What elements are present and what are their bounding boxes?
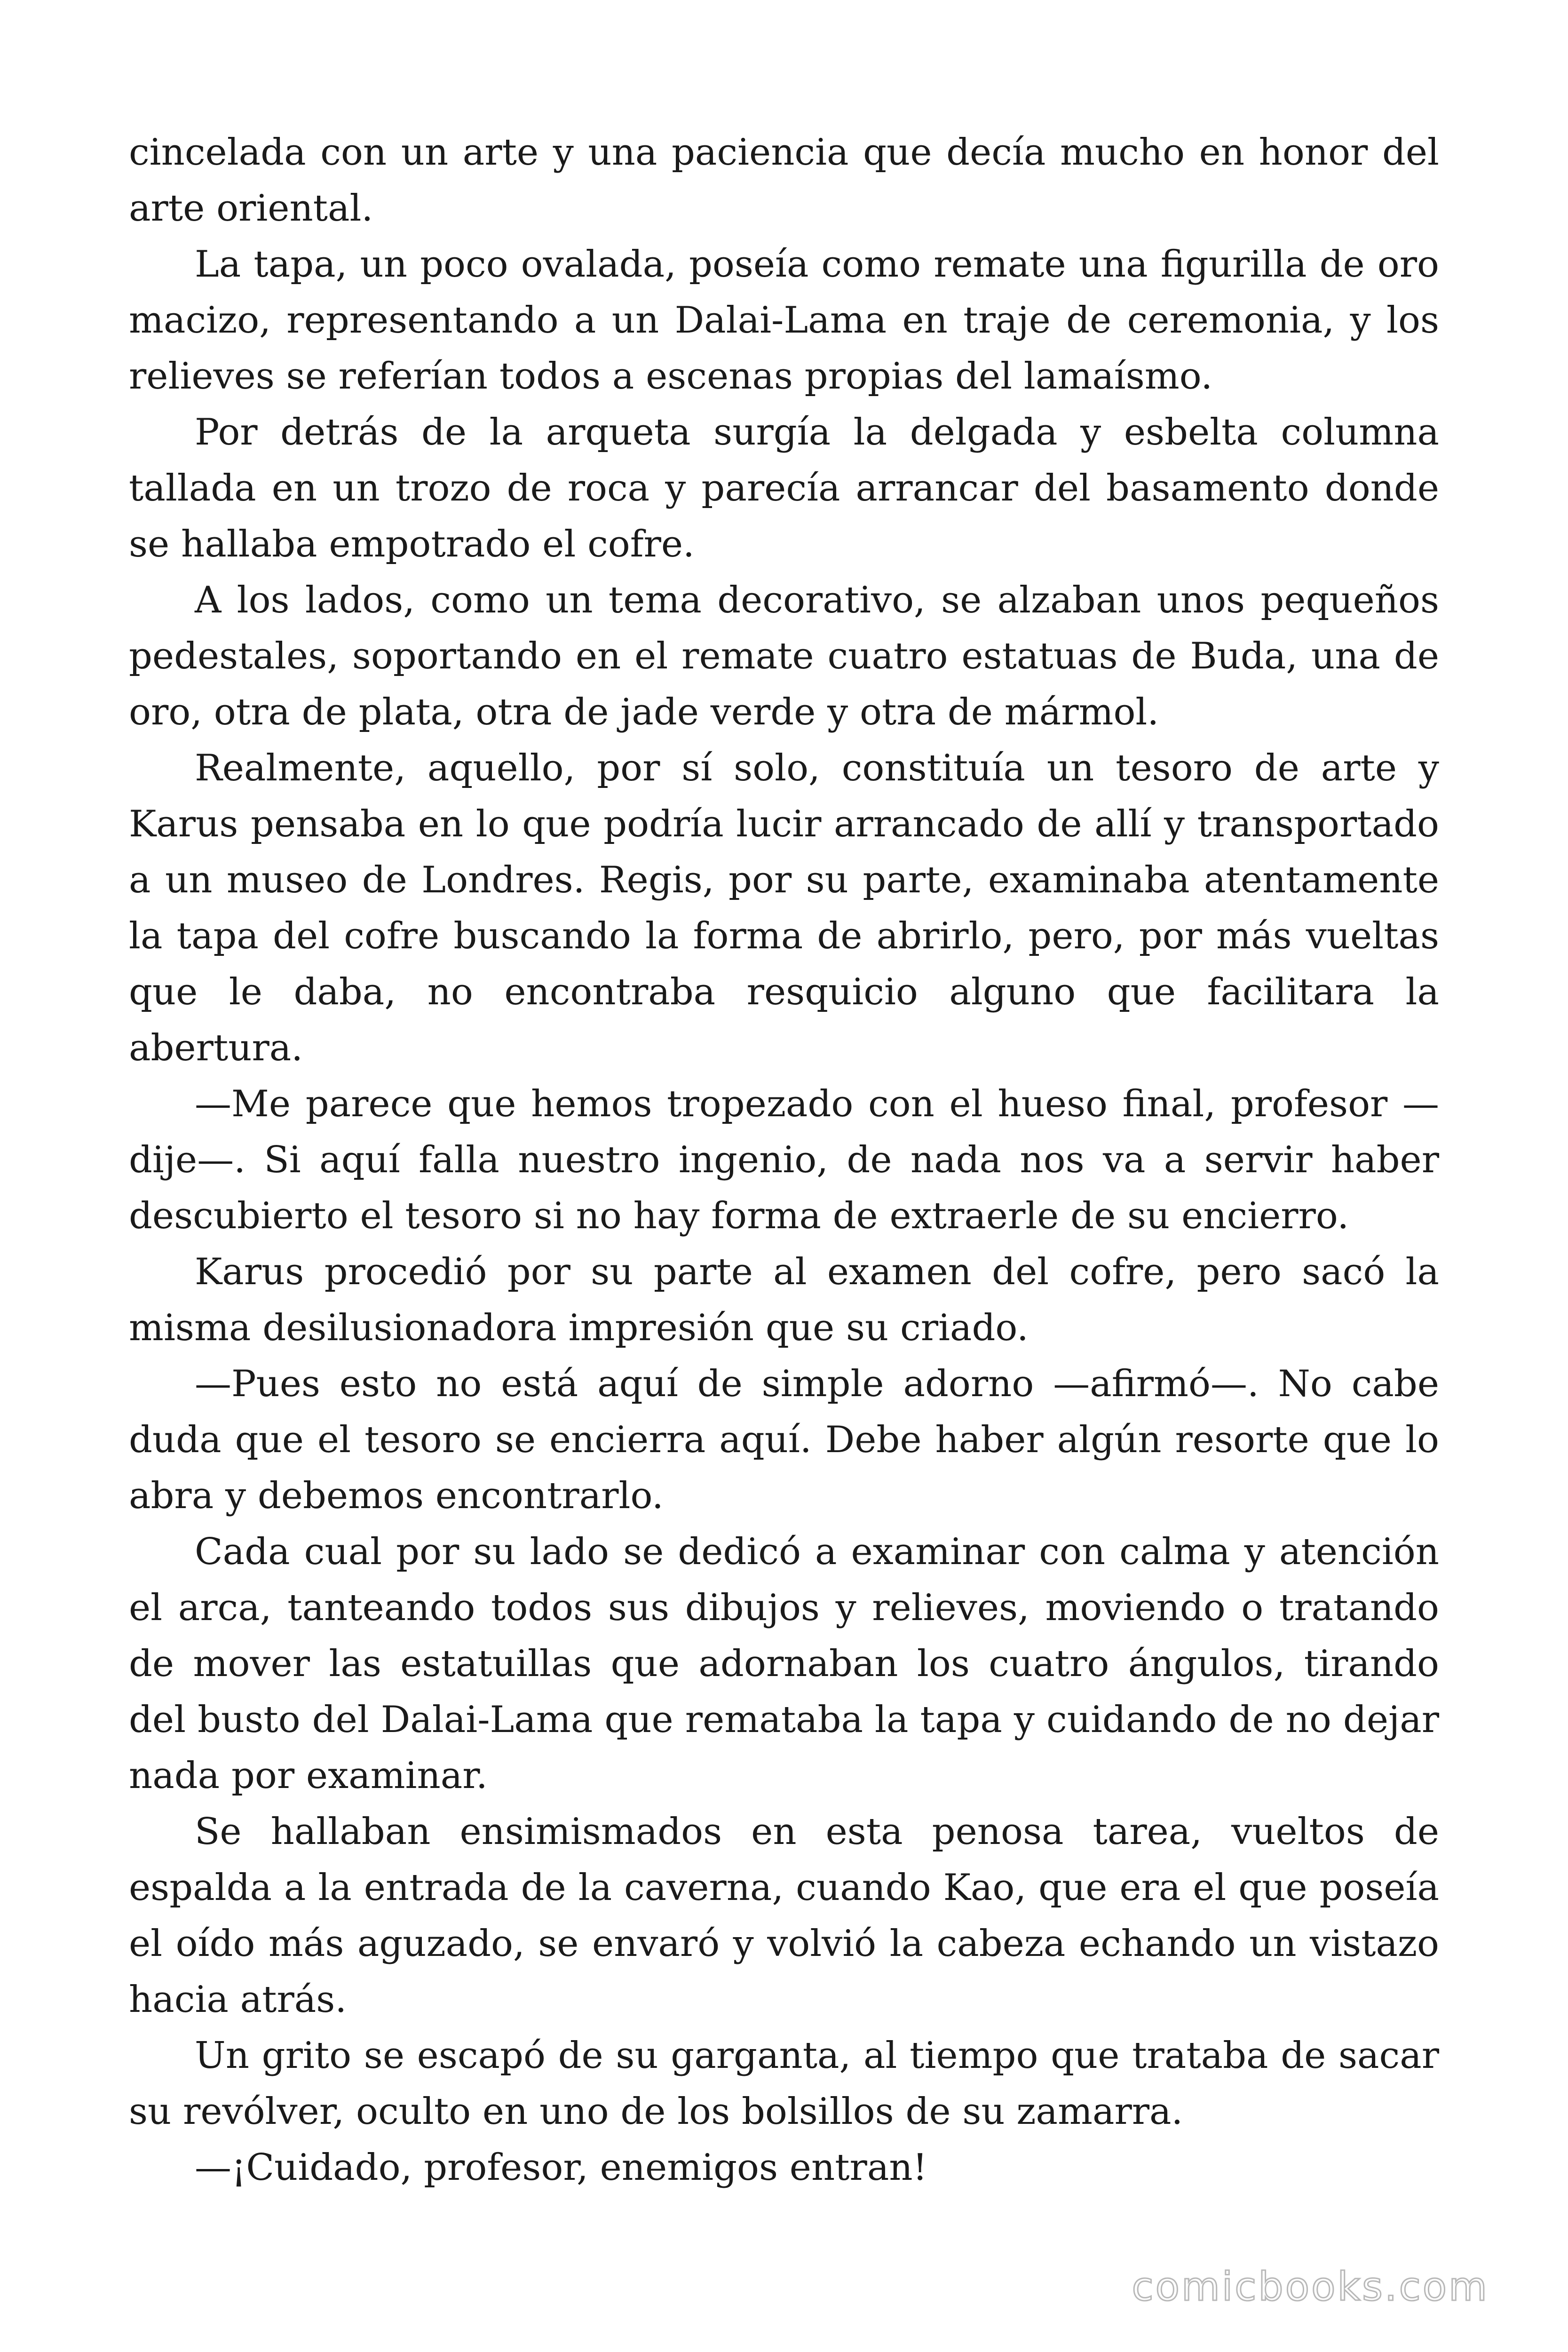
watermark: comicbooks.com: [1132, 2264, 1489, 2310]
paragraph-10: Se hallaban ensimismados en esta penosa tarea, vueltos de espalda a la entrada de la caverna, cuando Kao, que era el que poseía el oído más aguzado, se envaró y volvió la cabeza echando un vistazo hacia atrás.: [129, 1811, 1439, 2021]
paragraph-1: cincelada con un arte y una paciencia que decía mucho en honor del arte oriental.: [129, 131, 1439, 230]
paragraph-3: Por detrás de la arqueta surgía la delgada y esbelta columna tallada en un trozo de roca y parecía arrancar del basamento donde se hallaba empotrado el cofre.: [129, 411, 1439, 565]
paragraph-5: Realmente, aquello, por sí solo, constituía un tesoro de arte y Karus pensaba en lo que podría lucir arrancado de allí y transportado a un museo de Londres. Regis, por su parte, examinaba atentamente la tapa del cofre buscando la forma de abrirlo, pero, por más vueltas que le daba, no encontraba resquicio alguno que facilitara la abertura.: [129, 747, 1439, 1069]
body-text: [129, 125, 1439, 2196]
paragraph-11: Un grito se escapó de su garganta, al tiempo que trataba de sacar su revólver, oculto en uno de los bolsillos de su zamarra.: [129, 2034, 1439, 2133]
paragraph-8: —Pues esto no está aquí de simple adorno —afirmó—. No cabe duda que el tesoro se encierra aquí. Debe haber algún resorte que lo abra y debemos encontrarlo.: [129, 1363, 1439, 1517]
paragraph-6: —Me parece que hemos tropezado con el hueso final, profesor —dije—. Si aquí falla nuestro ingenio, de nada nos va a servir haber descubierto el tesoro si no hay forma de extraerle de su encierro.: [129, 1083, 1439, 1237]
paragraph-9: Cada cual por su lado se dedicó a examinar con calma y atención el arca, tanteando todos sus dibujos y relieves, moviendo o tratando de mover las estatuillas que adornaban los cuatro ángulos, tirando del busto del Dalai-Lama que remataba la tapa y cuidando de no dejar nada por examinar.: [129, 1531, 1439, 1797]
paragraph-12: —¡Cuidado, profesor, enemigos entran!: [195, 2146, 927, 2189]
paragraph-4: A los lados, como un tema decorativo, se alzaban unos pequeños pedestales, soportando en el remate cuatro estatuas de Buda, una de oro, otra de plata, otra de jade verde y otra de mármol.: [129, 579, 1439, 733]
paragraph-2: La tapa, un poco ovalada, poseía como remate una figurilla de oro macizo, representando a un Dalai-Lama en traje de ceremonia, y los relieves se referían todos a escenas propias del lamaísmo.: [129, 243, 1439, 397]
paragraph-7: Karus procedió por su parte al examen del cofre, pero sacó la misma desilusionadora impresión que su criado.: [129, 1251, 1439, 1349]
